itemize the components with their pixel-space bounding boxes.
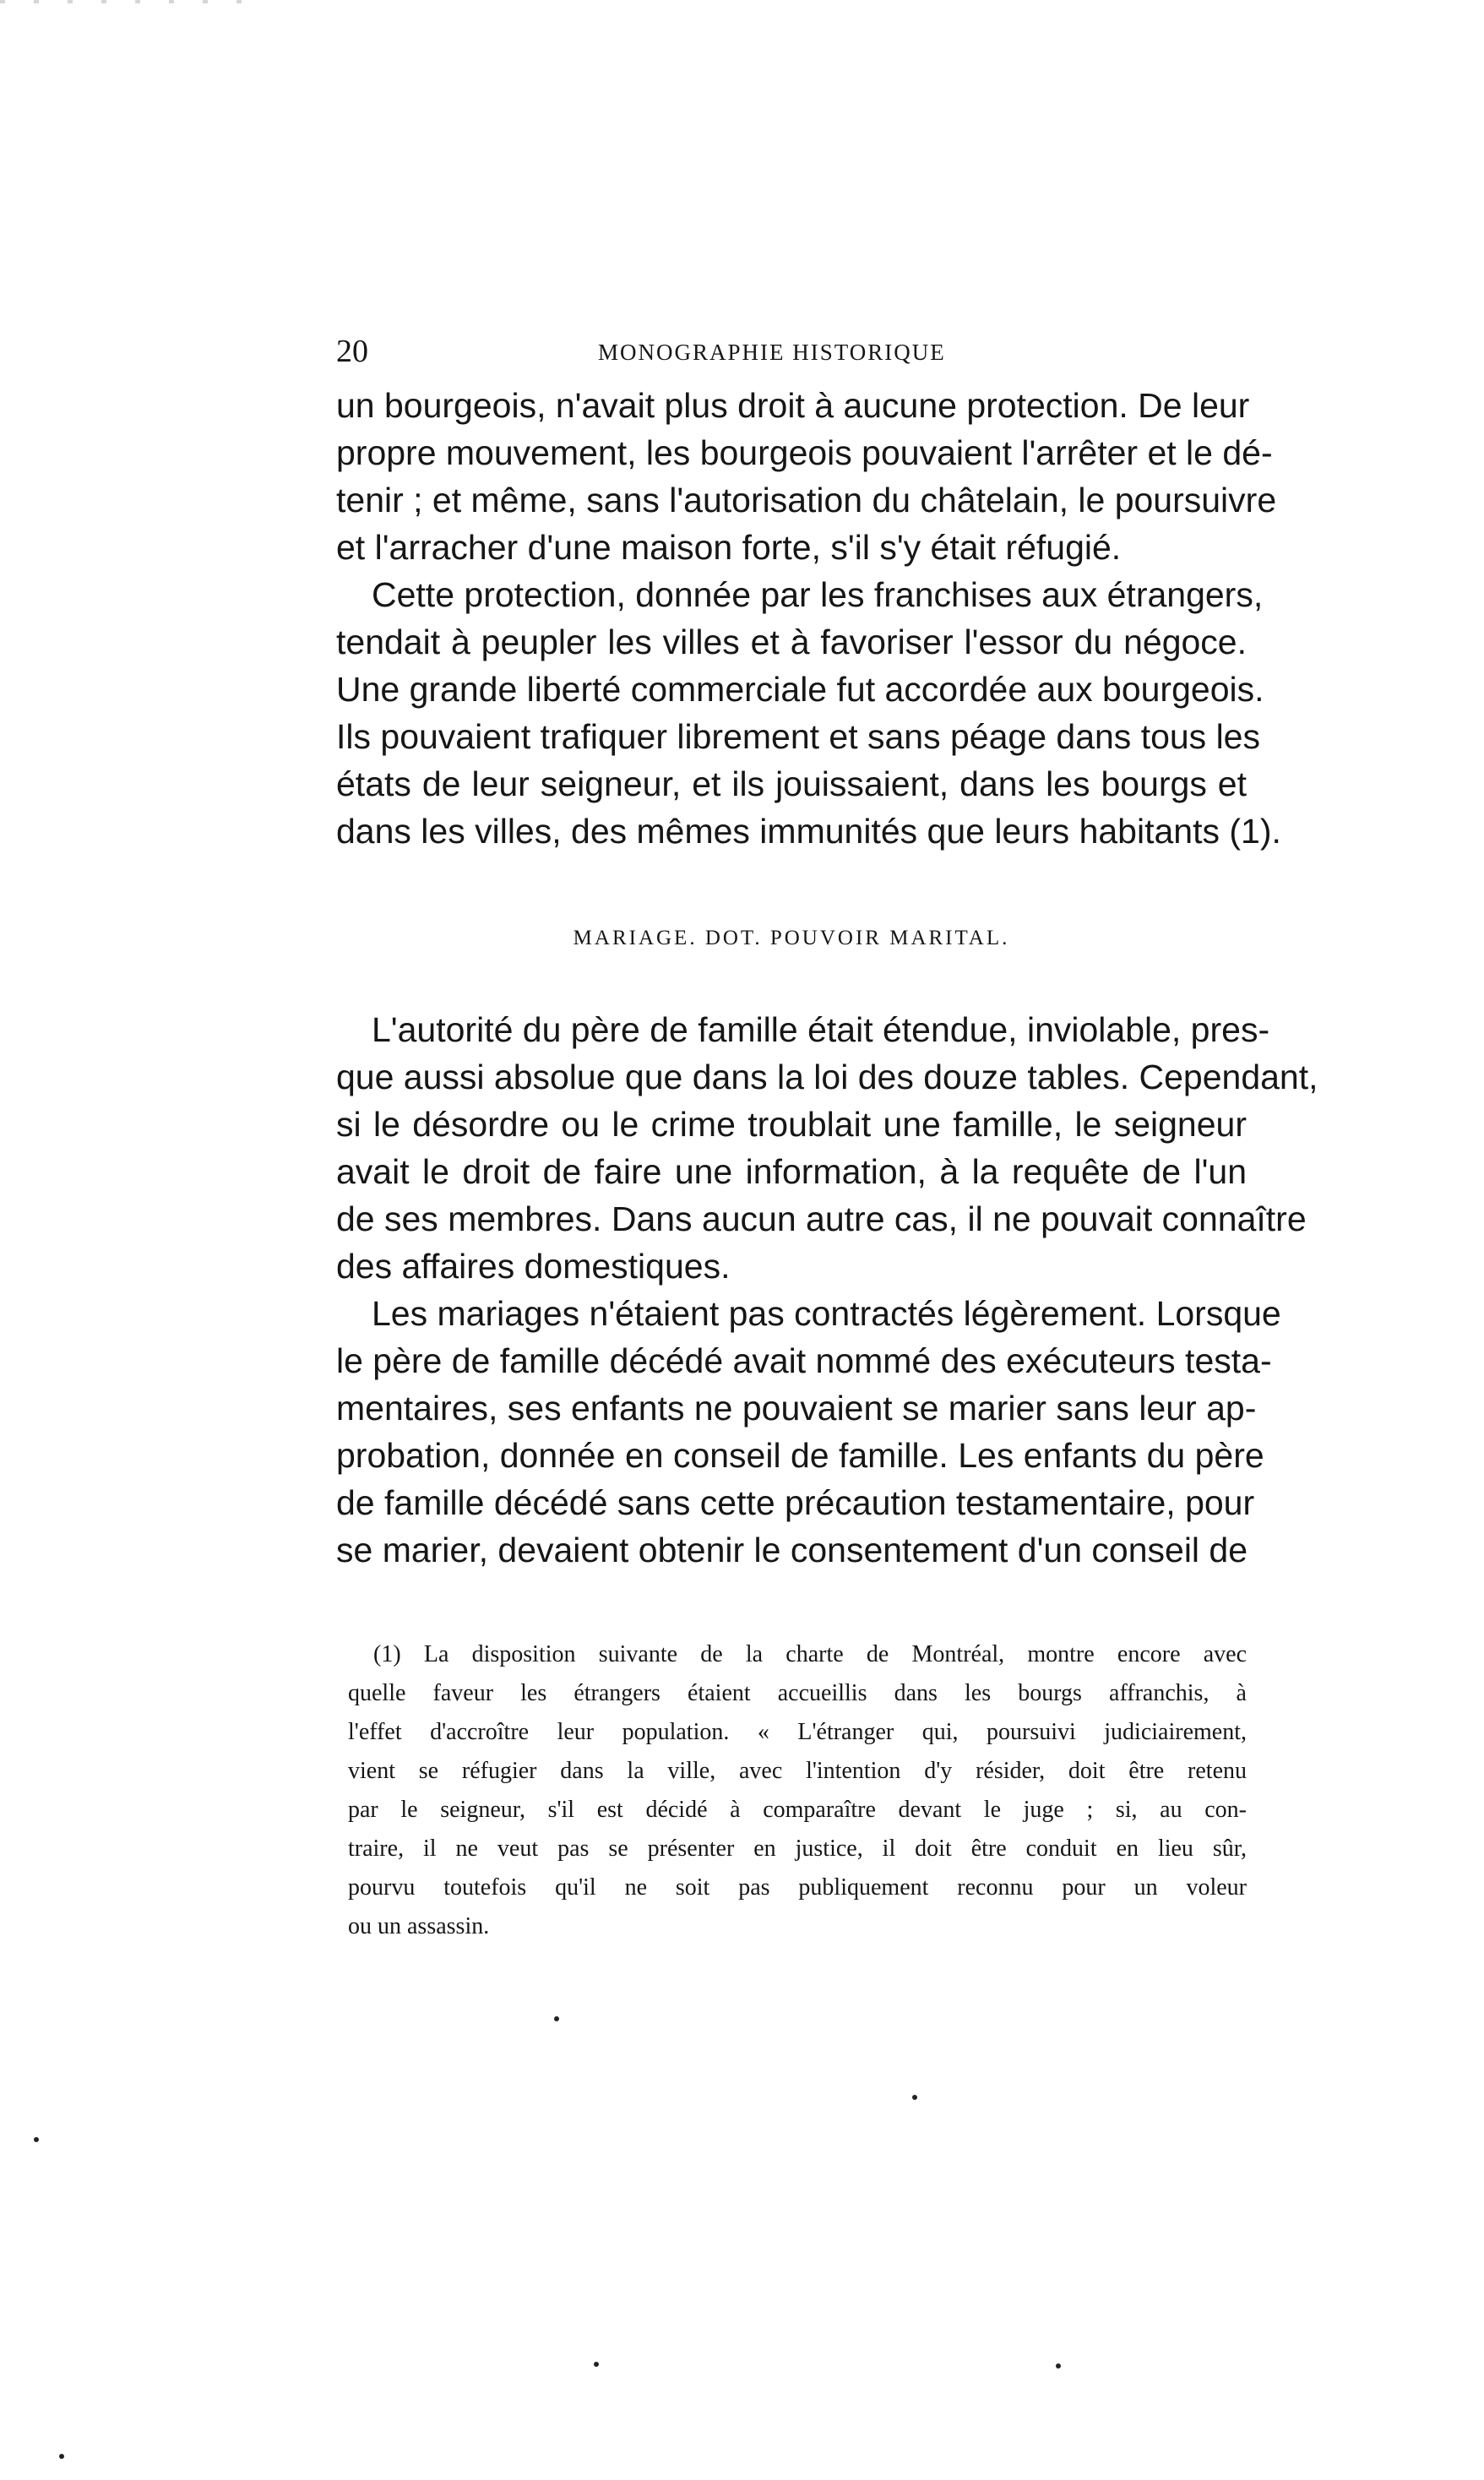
footnote-line: quelle faveur les étrangers étaient accueillis dans les bourgs affranchis, à <box>348 1680 1247 1706</box>
text-line: tendait à peupler les villes et à favoriser l'essor du négoce. <box>336 623 1247 661</box>
text-line: si le désordre ou le crime troublait une famille, le seigneur <box>336 1105 1247 1144</box>
text-line: Ils pouvaient trafiquer librement et sans péage dans tous les <box>336 717 1260 756</box>
page-number: 20 <box>336 334 368 369</box>
text-line: mentaires, ses enfants ne pouvaient se marier sans leur ap- <box>336 1389 1257 1428</box>
footnote-line: vient se réfugier dans la ville, avec l'intention d'y résider, doit être retenu <box>348 1758 1247 1784</box>
footnote-line: par le seigneur, s'il est décidé à comparaître devant le juge ; si, au con- <box>348 1797 1247 1823</box>
footnote-line: traire, il ne veut pas se présenter en justice, il doit être conduit en lieu sûr, <box>348 1836 1247 1862</box>
text-line: un bourgeois, n'avait plus droit à aucune protection. De leur <box>336 386 1250 425</box>
scan-speck <box>34 2137 39 2142</box>
text-line: se marier, devaient obtenir le consentement d'un conseil de <box>336 1531 1248 1569</box>
scan-speck <box>594 2362 599 2367</box>
footnote-line: l'effet d'accroître leur population. « L'étranger qui, poursuivi judiciairement, <box>348 1719 1247 1745</box>
text-line: Les mariages n'étaient pas contractés légèrement. Lorsque <box>372 1294 1281 1333</box>
text-line: propre mouvement, les bourgeois pouvaient l'arrêter et le dé- <box>336 433 1273 472</box>
footnote-line: ou un assassin. <box>348 1913 490 1939</box>
text-line: avait le droit de faire une information, à la requête de l'un <box>336 1152 1247 1191</box>
scan-speck <box>912 2095 917 2100</box>
text-line: de ses membres. Dans aucun autre cas, il ne pouvait connaître <box>336 1199 1307 1238</box>
text-line: de famille décédé sans cette précaution testamentaire, pour <box>336 1483 1255 1522</box>
text-line: L'autorité du père de famille était étendue, inviolable, pres- <box>372 1010 1270 1049</box>
text-line: Une grande liberté commerciale fut accordée aux bourgeois. <box>336 670 1264 709</box>
footnote-line: (1) La disposition suivante de la charte de Montréal, montre encore avec <box>373 1641 1247 1667</box>
text-line: probation, donnée en conseil de famille. Les enfants du père <box>336 1436 1264 1475</box>
text-line: des affaires domestiques. <box>336 1247 731 1286</box>
text-line: que aussi absolue que dans la loi des douze tables. Cependant, <box>336 1058 1318 1096</box>
text-line: dans les villes, des mêmes immunités que leurs habitants (1). <box>336 812 1281 851</box>
scan-speck <box>1056 2363 1061 2369</box>
text-line: tenir ; et même, sans l'autorisation du châtelain, le poursuivre <box>336 481 1277 519</box>
running-head <box>336 332 1247 371</box>
text-line: et l'arracher d'une maison forte, s'il s'y était réfugié. <box>336 528 1122 567</box>
text-line: le père de famille décédé avait nommé des exécuteurs testa- <box>336 1341 1272 1380</box>
scan-edge-mark <box>0 0 253 3</box>
footnote-line: pourvu toutefois qu'il ne soit pas publiquement reconnu pour un voleur <box>348 1874 1247 1901</box>
scan-speck <box>59 2454 64 2459</box>
scan-speck <box>554 2016 559 2021</box>
running-title: MONOGRAPHIE HISTORIQUE <box>598 340 946 365</box>
text-line: états de leur seigneur, et ils jouissaient, dans les bourgs et <box>336 764 1247 803</box>
text-line: Cette protection, donnée par les franchises aux étrangers, <box>372 575 1264 614</box>
section-heading: MARIAGE. DOT. POUVOIR MARITAL. <box>573 927 1010 949</box>
